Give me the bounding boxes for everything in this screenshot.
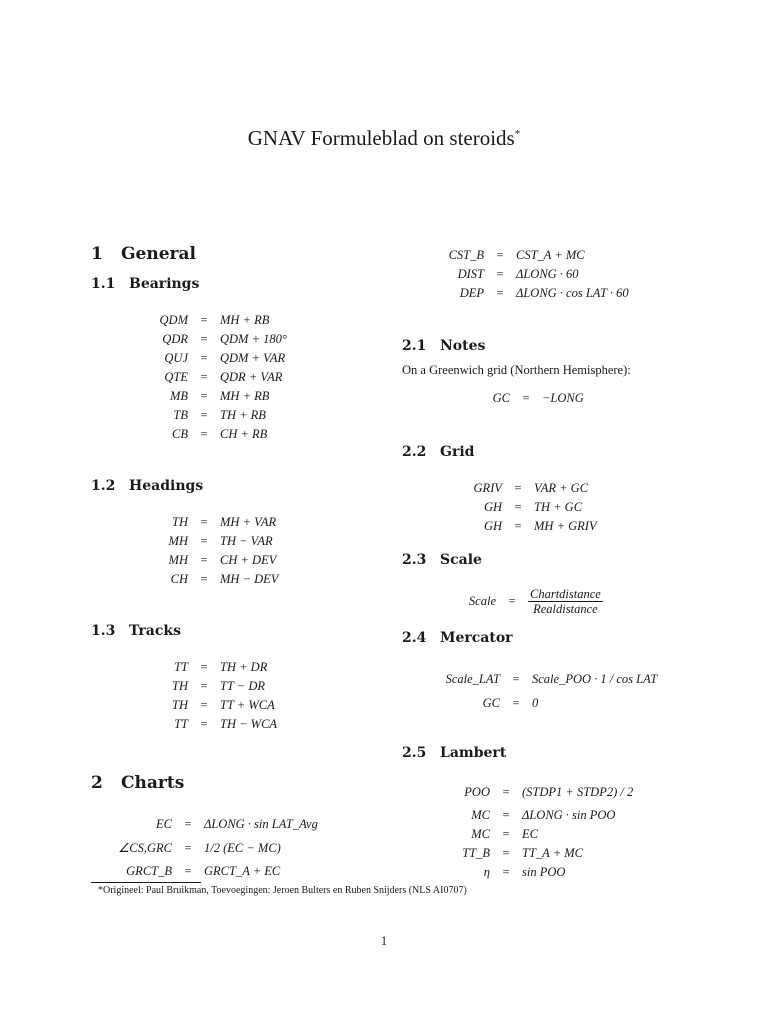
equation-lhs: GH — [483, 519, 502, 533]
equation-rhs: QDR + VAR — [220, 370, 283, 384]
equation-row — [140, 368, 287, 387]
section-title: Charts — [121, 773, 185, 793]
equals-sign: = — [502, 784, 510, 799]
subsection-2-3-heading — [402, 552, 482, 568]
grid-equations — [452, 479, 597, 536]
equation-row — [470, 389, 584, 408]
equation-row — [140, 715, 277, 734]
equals-sign: = — [184, 840, 192, 855]
equation-row — [140, 425, 287, 444]
equation-lhs: QTE — [164, 370, 188, 384]
equation-rhs: ΔLONG · sin LAT_Avg — [204, 817, 318, 831]
equals-sign: = — [200, 572, 208, 586]
equation-row — [140, 311, 287, 330]
equals-sign: = — [496, 286, 504, 300]
equation-row — [140, 330, 287, 349]
charts-equations — [112, 815, 318, 881]
equation-row — [140, 349, 287, 368]
equation-rhs: GRCT_A + EC — [204, 864, 281, 878]
equation-lhs: MC — [471, 827, 490, 841]
equation-row — [112, 815, 318, 834]
page-title — [0, 126, 768, 151]
equation-lhs: TT — [174, 717, 188, 731]
equation-rhs: MH + GRIV — [534, 519, 597, 533]
notes-equations — [470, 389, 584, 408]
equation-row — [112, 862, 318, 881]
equation-rhs: −LONG — [542, 391, 584, 405]
page-number: 1 — [380, 934, 388, 948]
equals-sign: = — [514, 519, 522, 533]
equation-lhs: ∠CS,GRC — [118, 841, 172, 855]
equation-rhs: MH + VAR — [220, 515, 277, 529]
section-number: 2 — [91, 773, 103, 793]
subsection-title: Grid — [440, 444, 475, 460]
equals-sign: = — [522, 391, 530, 405]
headings-equations — [140, 513, 278, 589]
equation-row — [140, 696, 277, 715]
equals-sign: = — [200, 389, 208, 403]
equation-rhs: TH + GC — [534, 500, 583, 514]
equation-lhs: CH — [170, 572, 188, 586]
equation-lhs: TH — [172, 679, 188, 693]
equation-rhs: TH + DR — [220, 660, 268, 674]
equation-rhs: QDM + 180° — [220, 332, 287, 346]
subsection-number: 2.3 — [402, 552, 427, 568]
subsection-1-1-heading — [91, 276, 199, 292]
equation-rhs: TH − VAR — [220, 534, 273, 548]
equation-lhs: GH — [483, 500, 502, 514]
equation-lhs: GC — [482, 696, 500, 710]
equation-row — [444, 863, 633, 882]
scale-equations — [450, 584, 603, 618]
title-text: GNAV Formuleblad on steroids — [247, 126, 515, 150]
equation-lhs: MH — [168, 534, 188, 548]
equation-lhs: POO — [464, 784, 490, 799]
equation-lhs: TH — [172, 515, 188, 529]
equation-row — [420, 284, 629, 303]
equation-rhs: ΔLONG · sin POO — [522, 808, 616, 822]
equation-row — [444, 806, 633, 825]
subsection-title: Lambert — [440, 745, 507, 761]
equation-rhs: 1/2 (EC − MC) — [204, 840, 281, 855]
equation-row — [444, 825, 633, 844]
charts-cont-equations — [420, 246, 629, 303]
section-number: 1 — [91, 244, 103, 264]
equation-row — [444, 778, 633, 806]
equals-sign: = — [502, 827, 510, 841]
equals-sign: = — [200, 515, 208, 529]
equals-sign: = — [502, 865, 510, 879]
equation-lhs: DEP — [459, 286, 484, 300]
equals-sign: = — [200, 553, 208, 567]
equation-rhs: CH + DEV — [220, 553, 277, 567]
equation-lhs: QDR — [162, 332, 188, 346]
equation-rhs: EC — [522, 827, 538, 841]
equation-rhs: QDM + VAR — [220, 351, 286, 365]
equation-rhs — [528, 584, 603, 618]
equals-sign: = — [200, 351, 208, 365]
equation-lhs: MH — [168, 553, 188, 567]
equation-lhs: QUJ — [164, 351, 188, 365]
equation-rhs: 0 — [532, 696, 539, 710]
equation-row — [140, 387, 287, 406]
equation-lhs: TT — [174, 660, 188, 674]
equals-sign: = — [200, 717, 208, 731]
equation-row — [140, 677, 277, 696]
subsection-title: Mercator — [440, 630, 513, 646]
subsection-number: 2.1 — [402, 338, 427, 354]
equation-row — [140, 406, 287, 425]
equation-rhs: CH + RB — [220, 427, 268, 441]
equals-sign: = — [502, 808, 510, 822]
equation-rhs: MH + RB — [220, 389, 270, 403]
footnote-rule — [91, 882, 201, 883]
equation-rhs: TH − WCA — [220, 717, 278, 731]
equals-sign: = — [200, 408, 208, 422]
tracks-equations — [140, 658, 277, 734]
equation-rhs: CST_A + MC — [516, 248, 585, 262]
equals-sign: = — [200, 534, 208, 548]
equation-rhs: TT + WCA — [220, 698, 275, 712]
equation-lhs: TH — [172, 698, 188, 712]
equals-sign: = — [200, 427, 208, 441]
equals-sign: = — [512, 671, 520, 686]
equation-rhs: MH − DEV — [220, 572, 279, 586]
equals-sign: = — [200, 370, 208, 384]
equation-rhs: ΔLONG · cos LAT · 60 — [516, 286, 629, 300]
subsection-number: 1.1 — [91, 276, 116, 292]
equation-row — [420, 246, 629, 265]
equals-sign: = — [184, 864, 192, 878]
equation-rhs: TT − DR — [220, 679, 266, 693]
equation-row — [424, 664, 657, 694]
fraction-denominator: Realdistance — [533, 601, 598, 616]
equation-row — [140, 570, 278, 589]
equation-row — [424, 694, 657, 713]
subsection-2-5-heading — [402, 745, 506, 761]
subsection-number: 2.4 — [402, 630, 427, 646]
section-1-heading — [91, 244, 196, 264]
equation-lhs: CST_B — [448, 248, 484, 262]
equation-row — [140, 551, 278, 570]
equation-lhs: GRCT_B — [126, 864, 172, 878]
equation-row — [112, 834, 318, 862]
equation-rhs: TT_A + MC — [522, 846, 583, 860]
equation-lhs: DIST — [457, 267, 484, 281]
equals-sign: = — [514, 500, 522, 514]
equals-sign: = — [184, 817, 192, 831]
equation-lhs: TT_B — [462, 846, 490, 860]
equals-sign: = — [200, 313, 208, 327]
equals-sign: = — [496, 267, 504, 281]
equals-sign: = — [200, 332, 208, 346]
equation-lhs: CB — [172, 427, 188, 441]
scale-fraction — [528, 587, 603, 616]
equals-sign: = — [514, 481, 522, 495]
fraction-numerator: Chartdistance — [530, 586, 601, 601]
equation-row — [450, 584, 603, 618]
section-title: General — [121, 244, 196, 264]
equation-row — [444, 844, 633, 863]
equation-lhs: GRIV — [473, 481, 502, 495]
subsection-1-2-heading — [91, 478, 203, 494]
subsection-title: Scale — [440, 552, 482, 568]
subsection-number: 1.2 — [91, 478, 116, 494]
subsection-title: Notes — [440, 338, 486, 354]
subsection-2-4-heading — [402, 630, 513, 646]
subsection-title: Tracks — [129, 623, 181, 639]
equation-lhs: GC — [492, 391, 510, 405]
equals-sign: = — [502, 846, 510, 860]
equation-rhs: (STDP1 + STDP2) / 2 — [522, 784, 634, 799]
equals-sign: = — [200, 698, 208, 712]
subsection-number: 1.3 — [91, 623, 116, 639]
equation-rhs: VAR + GC — [534, 481, 589, 495]
equation-row — [452, 479, 597, 498]
equation-rhs: ΔLONG · 60 — [516, 267, 579, 281]
section-2-heading — [91, 773, 184, 793]
equation-rhs: Scale_POO · 1 / cos LAT — [532, 671, 658, 686]
equals-sign: = — [512, 696, 520, 710]
equation-lhs: MC — [471, 808, 490, 822]
subsection-number: 2.2 — [402, 444, 427, 460]
equation-rhs: sin POO — [522, 865, 566, 879]
subsection-2-2-heading — [402, 444, 474, 460]
equation-lhs: QDM — [159, 313, 188, 327]
subsection-number: 2.5 — [402, 745, 427, 761]
equation-lhs: TB — [173, 408, 188, 422]
lambert-equations — [444, 778, 633, 882]
bearings-equations — [140, 311, 287, 444]
title-footnote-mark: * — [514, 128, 521, 140]
subsection-1-3-heading — [91, 623, 181, 639]
equation-row — [452, 498, 597, 517]
notes-text: On a Greenwich grid (Northern Hemisphere): — [402, 363, 631, 377]
subsection-title: Headings — [129, 478, 204, 494]
footnote: *Origineel: Paul Bruikman, Toevoegingen: Jeroen Bulters en Ruben Snijders (NLS AI0707) — [98, 885, 467, 896]
subsection-2-1-heading — [402, 338, 485, 354]
equation-row — [140, 532, 278, 551]
equation-row — [420, 265, 629, 284]
subsection-title: Bearings — [129, 276, 200, 292]
mercator-equations — [424, 664, 657, 713]
equation-row — [140, 658, 277, 677]
equals-sign: = — [508, 593, 516, 608]
equals-sign: = — [200, 679, 208, 693]
equation-row — [452, 517, 597, 536]
equation-row — [140, 513, 278, 532]
equals-sign: = — [200, 660, 208, 674]
equation-lhs: η — [483, 865, 490, 879]
equation-lhs: MB — [169, 389, 188, 403]
equation-rhs: MH + RB — [220, 313, 270, 327]
equation-rhs: TH + RB — [220, 408, 266, 422]
equation-lhs: Scale_LAT — [445, 671, 500, 686]
equals-sign: = — [496, 248, 504, 262]
equation-lhs: EC — [156, 817, 172, 831]
equation-lhs: Scale — [468, 593, 496, 608]
